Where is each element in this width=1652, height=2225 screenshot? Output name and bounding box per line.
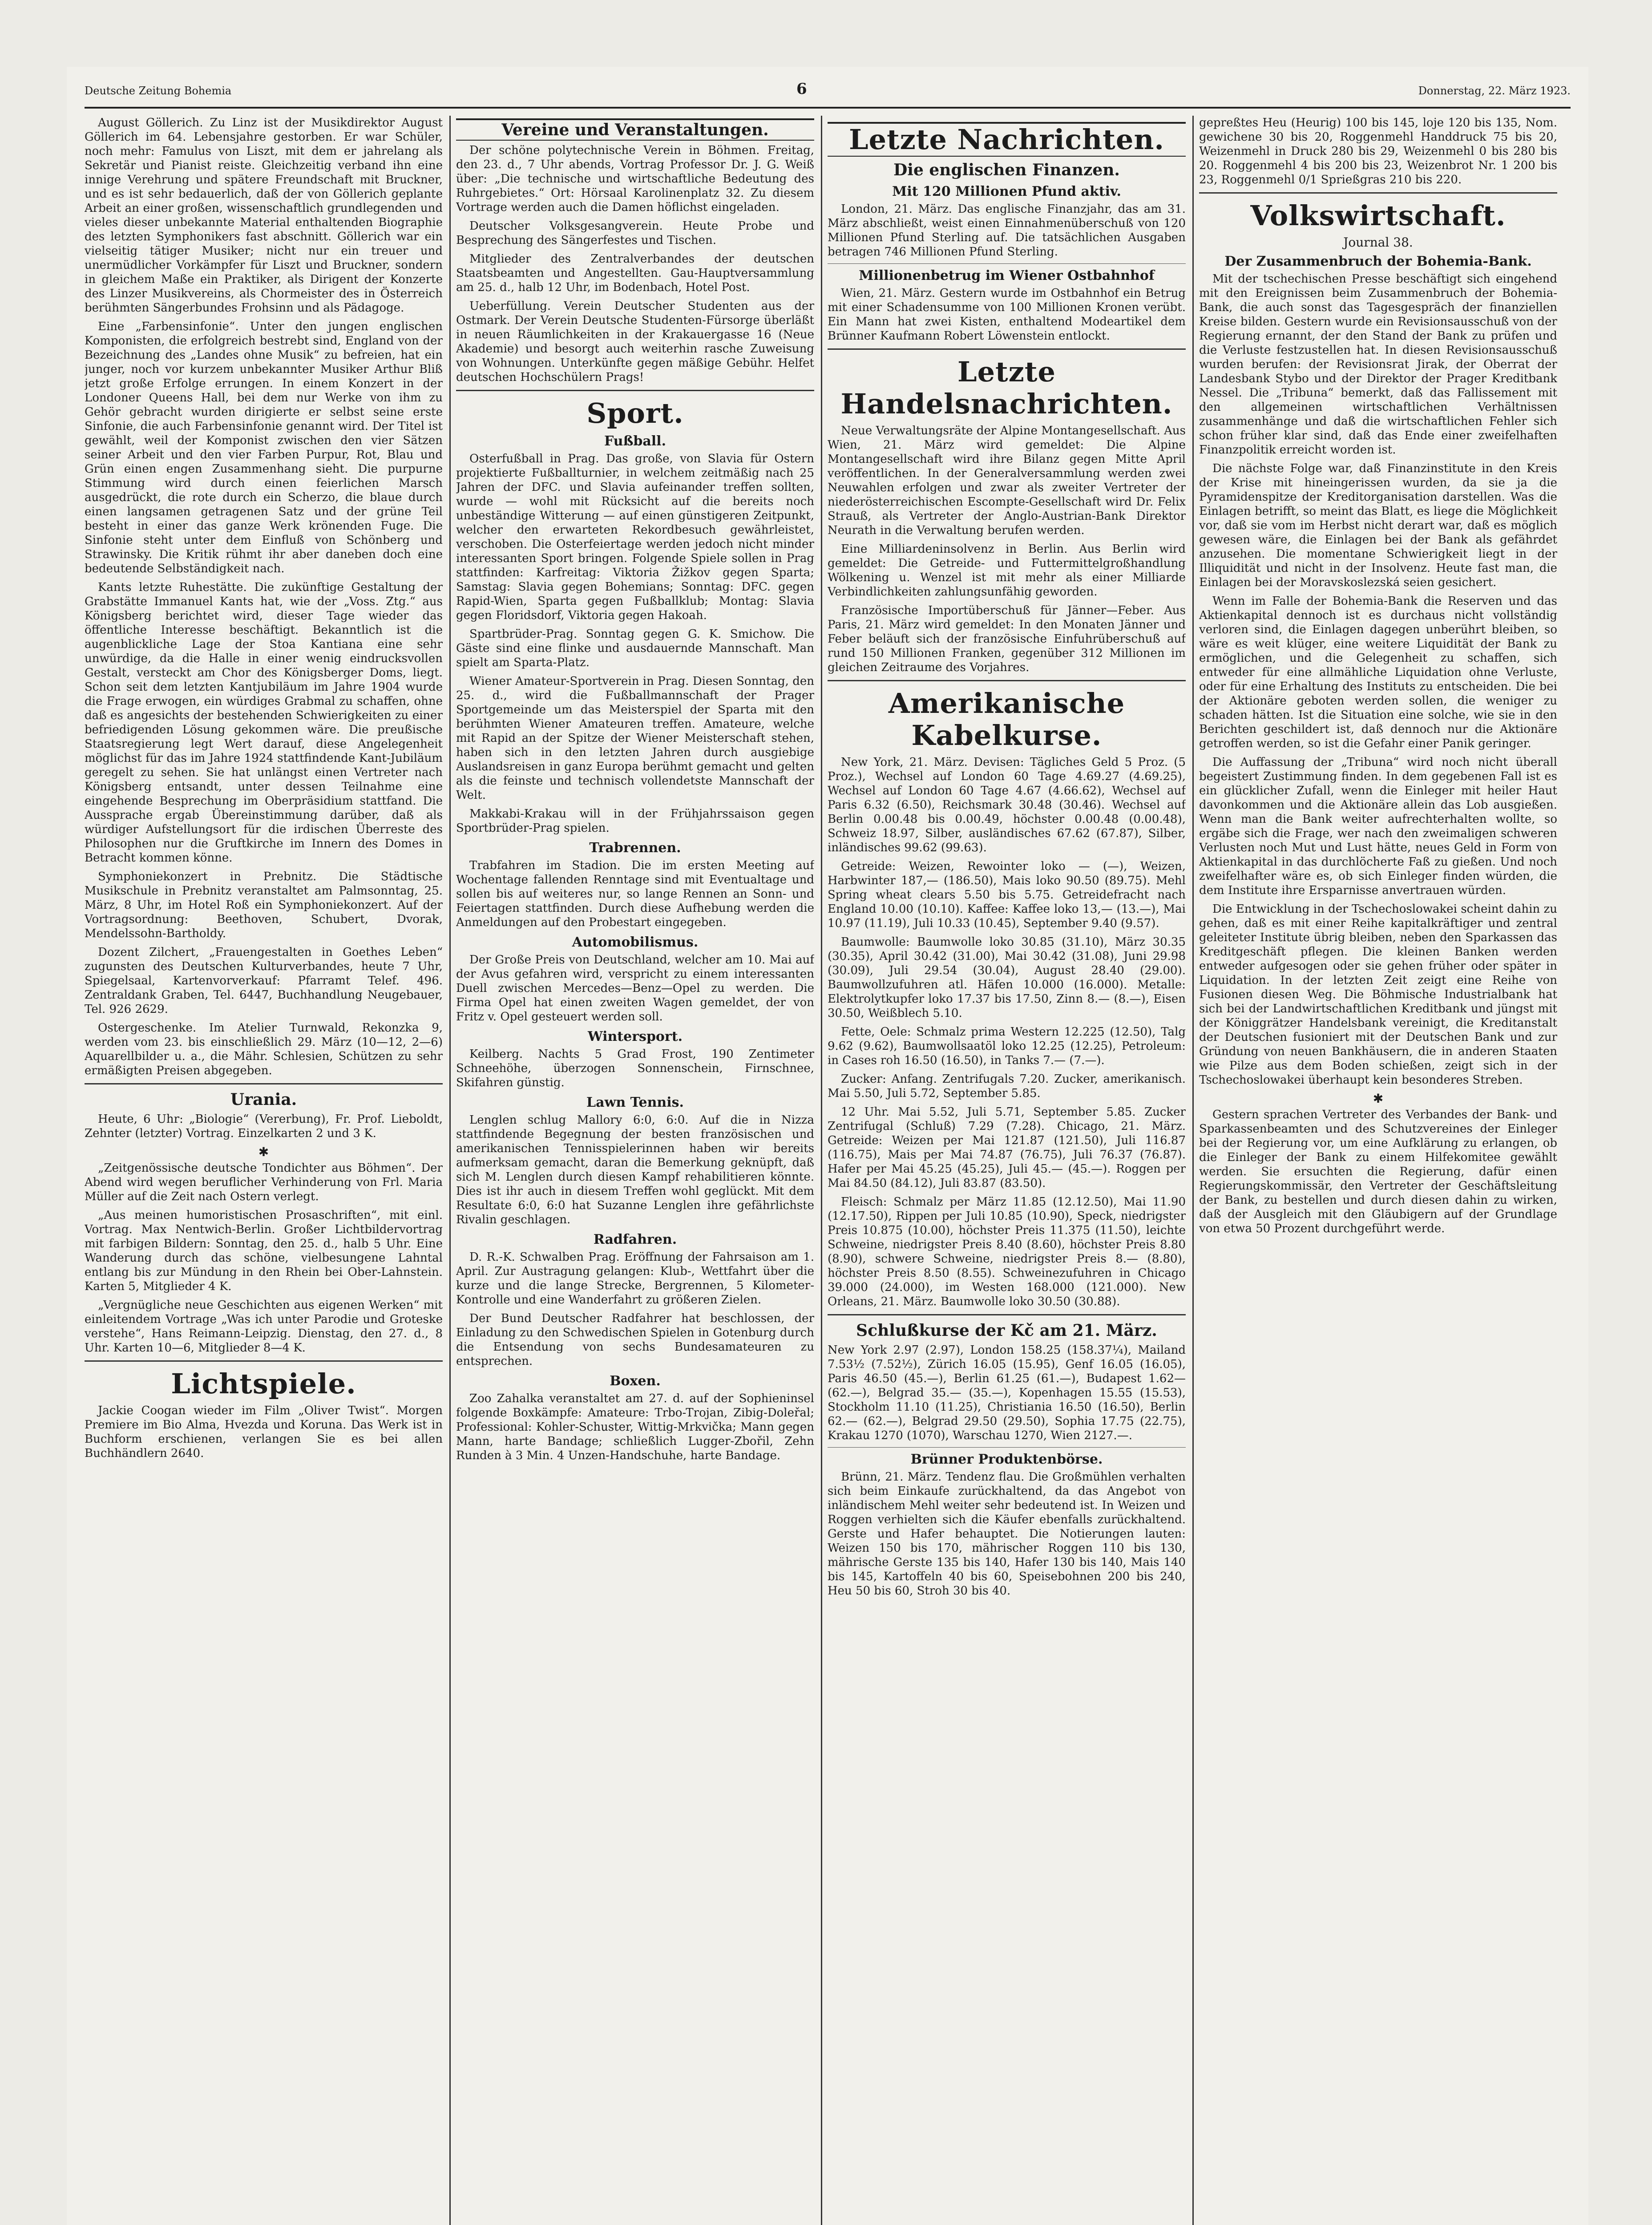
tennis-item: Lenglen schlug Mallory 6:0, 6:0. Auf die in Nizza stattfindende Begegnung der besten französischen und amerikanischen Tennisspielerinnen haben wir bereits aufmerksam gemacht, daran die Bemerkung geknüpft, daß sich M. Lenglen durch diesen Kampf rehabilitieren könnte. Dies ist ihr auch in diesem Treffen wohl geglückt. Mit dem Resultate 6:0, 6:0 hat Suzanne Lenglen ihre gefährlichste Rivalin geschlagen. <box>456 1113 814 1226</box>
schlusskurse-heading: Schlußkurse der Kč am 21. März. <box>856 1321 1157 1340</box>
boxen-item: Zoo Zahalka veranstaltet am 27. d. auf der Sophieninsel folgende Boxkämpfe: Amateure: Trbo-Trojan, Zibig-Doleřal; Professional: Kohler-Schuster, Wittig-Mrkvička; Mann gegen Mann, harte Bandage; schließlich Lugger-Zbořil, Zehn Runden à 3 Min. 4 Unzen-Handschuhe, harte Bandage. <box>456 1392 814 1462</box>
page-number: 6 <box>796 80 807 98</box>
fussball-item: Makkabi-Krakau will in der Frühjahrssaison gegen Sportbrüder-Prag spielen. <box>456 807 814 835</box>
lichtspiele-heading: Lichtspiele. <box>171 1367 356 1400</box>
newspaper-page <box>67 67 1588 2225</box>
vereine-item: Mitglieder des Zentralverbandes der deutschen Staatsbeamten und Angestellten. Gau-Hauptversammlung am 25. d., halb 12 Uhr, im Bodenbach, Hotel Post. <box>456 252 814 294</box>
section-rule <box>85 1360 443 1362</box>
bohemia-bank-item: Wenn im Falle der Bohemia-Bank die Reserven und das Aktienkapital dennoch ist es durchaus nicht vollständig verloren sind, die Einlagen dagegen unberührt bleiben, so wäre es weit klüger, eine weitere Liquidität der Bank zu ermöglichen, und die Gelegenheit zu schaffen, sich entweder für eine allmähliche Liquidation ohne Verluste, oder für eine Erhaltung des Instituts zu entscheiden. Die bei der Aktionäre geboten werden sollen, die weniger zu schaden hätten. Ist die Situation eine solche, wie sie in den Berichten geschildert ist, daß dennoch nur die Aktionäre getroffen werden, so ist die Gefahr einer Panik geringer. <box>1199 595 1557 750</box>
urania-item: „Zeitgenössische deutsche Tondichter aus Böhmen“. Der Abend wird wegen beruflicher Verhinderung von Frl. Maria Müller auf die Zeit nach Ostern verlegt. <box>85 1161 443 1203</box>
section-rule <box>1199 192 1557 194</box>
urania-item: „Aus meinen humoristischen Prosaschriften“, mit einl. Vortrag. Max Nentwich-Berlin. Großer Lichtbildervortrag mit farbigen Bildern: Sonntag, den 25. d., halb 5 Uhr. Eine Wanderung durch das schöne, vielbesungene Lahntal entlang bis zur Mündung in den Rhein bei Ober-Lahnstein. Karten 5, Mitglieder 4 K. <box>85 1209 443 1293</box>
tennis-heading: Lawn Tennis. <box>586 1095 684 1110</box>
column-divider <box>821 116 822 2225</box>
section-rule <box>828 1447 1186 1448</box>
page-header <box>85 76 1571 109</box>
article-goellerich: August Göllerich. Zu Linz ist der Musikdirektor August Göllerich im 64. Lebensjahre gestorben. Er war Schüler, noch mehr: Famulus von Liszt, mit dem er jahrelang als Sekretär und Pianist reiste. Gleichzeitig verband ihn eine innige Verehrung und spätere Freundschaft mit Bruckner, und es ist sehr bedauerlich, daß der von Göllerich geplante Arbeit an einer großen, wissenschaftlich grundlegenden und vieles dieser unbekannte Material enthaltenden Biographie des letzten Symphonikers fast abschnitt. Göllerich war ein vielseitig tätiger Musiker; nicht nur ein treuer und unermüdlicher Vorkämpfer für Liszt und Bruckner, sondern in gleichem Maße ein Praktiker, als Dirigent der Konzerte des Linzer Musikvereins, als Chormeister des in Österreich berühmten Sängerbundes Frohsinn und als Pädagoge. <box>85 116 443 315</box>
betrug-heading: Millionenbetrug im Wiener Ostbahnhof <box>859 268 1155 283</box>
bohemia-bank-item: Mit der tschechischen Presse beschäftigt sich eingehend mit den Ereignissen beim Zusammenbruch der Bohemia-Bank, die auch sonst das Tagesgespräch der finanziellen Kreise bilden. Gestern wurde ein Revisionsausschuß von der Regierung ernannt, der den Stand der Bank zu prüfen und die Verluste festzustellen hat. In diesen Revisionsausschuß wurden berufen: der Revisionsrat Jirak, der Oberrat der Landesbank Stybo und der Direktor der Prager Kreditbank Nessel. Die „Tribuna“ bemerkt, daß das Fallissement mit den allgemeinen wirtschaftlichen Verhältnissen zusammenhänge und daß die wirtschaftlichen Fehler sich schon früher klar sind, daß das Ende einer zweifelhaften Finanzpolitik erreicht worden ist. <box>1199 272 1557 457</box>
volkswirtschaft-subheading: Journal 38. <box>1343 235 1413 250</box>
bohemia-bank-heading: Der Zusammenbruch der Bohemia-Bank. <box>1224 254 1532 269</box>
column-4 <box>1199 116 1557 2225</box>
sport-heading: Sport. <box>586 397 684 429</box>
star-ornament-icon: ✱ <box>1373 1091 1384 1106</box>
bohemia-bank-item: Die Auffassung der „Tribuna“ wird noch nicht überall begeistert Zustimmung finden. In dem gegebenen Fall ist es ein glücklicher Zufall, wenn die Einleger mit heiler Haut davonkommen und die Aktionäre allein das Lob ausgießen. Wenn man die Bank weiter aufrechterhalten wollte, so ergäbe sich die Frage, wer nach den zweimaligen schweren Verlusten noch Mut und Lust hätte, neues Geld in Form von Aktienkapital in das durchlöcherte Faß zu gießen. Und noch zweifelhafter wäre es, ob sich Einleger finden würden, die dem Institute ihre Ersparnisse anvertrauen würden. <box>1199 756 1557 897</box>
automobil-heading: Automobilismus. <box>572 934 699 950</box>
kabel-heading: Amerikanische Kabelkurse. <box>888 687 1125 752</box>
bohemia-bank-item: Die Entwicklung in der Tschechoslowakei scheint dahin zu gehen, daß es mit einer Reihe kapitalkräftiger und zentral geleiteter Institute übrig bleiben, neben den Sparkassen das Kreditgeschäft pflegen. Die kleinen Banken werden entweder aufgesogen oder sie gehen früher oder später in Liquidation. In der letzten Zeit zeigt eine Reihe von Fusionen diesen Weg. Die Böhmische Industrialbank hat sich bei der Landwirtschaftlichen Kreditbank und jüngst mit der Königgrätzer Handelsbank vereinigt, die Kreditanstalt der Deutschen fusioniert mit der Deutschen Bank und zur Gründung von neuen Bankhäusern, die in anderen Staaten wie Pilze aus dem Boden schießen, zeigt sich in der Tschechoslowakei überhaupt kein besonderes Streben. <box>1199 902 1557 1087</box>
wintersport-heading: Wintersport. <box>587 1029 683 1044</box>
fussball-item: Spartbrüder-Prag. Sonntag gegen G. K. Smichow. Die Gäste sind eine flinke und ausdauernde Mannschaft. Man spielt am Sparta-Platz. <box>456 627 814 669</box>
handel-item: Eine Milliardeninsolvenz in Berlin. Aus Berlin wird gemeldet: Die Getreide- und Futtermittelgroßhandlung Wölkening u. Wenzel ist mit mehr als einer Milliarde Verbindlichkeiten zahlungsunfähig geworden. <box>828 542 1186 599</box>
boxen-heading: Boxen. <box>610 1373 661 1389</box>
article-farbensinfonie: Eine „Farbensinfonie“. Unter den jungen englischen Komponisten, die erfolgreich bestrebt sind, England von der Bezeichnung des „Landes ohne Musik“ zu befreien, hat ein junger, noch vor kurzem unbekannter Musiker Arthur Bliß jetzt große Erfolge errungen. In einem Konzert in der Londoner Queens Hall, bei dem nur Werke von ihm zu Gehör gebracht wurden dirigierte er selbst seine erste Sinfonie, die auch Farbensinfonie genannt wird. Der Titel ist gewählt, weil der Komponist zwischen den vier Sätzen seiner Arbeit und den vier Farben Purpur, Rot, Blau und Grün einen engen Zusammenhang sieht. Die purpurne Stimmung wird durch einen feierlichen Marsch ausgedrückt, die rote durch ein Scherzo, die blaue durch einen langsamen getragenen Satz und der grüne Teil besteht in einer das ganze Werk krönenden Fuge. Die Sinfonie steht unter dem Einfluß von Schönberg und Strawinsky. Die Kritik rühmt ihr aber daneben doch eine bedeutende Selbständigkeit nach. <box>85 320 443 575</box>
article-ostergeschenke: Ostergeschenke. Im Atelier Turnwald, Rekonzka 9, werden vom 23. bis einschließlich 29. März (10—12, 2—6) Aquarellbilder u. a., die Mähr. Schlesien, Schützen zu sehr ermäßigten Preisen abgegeben. <box>85 1021 443 1077</box>
column-3 <box>828 116 1186 2225</box>
finanzen-subheading: Mit 120 Millionen Pfund aktiv. <box>892 184 1121 199</box>
fussball-item: Wiener Amateur-Sportverein in Prag. Diesen Sonntag, den 25. d., wird die Fußballmannschaft der Prager Sportgemeinde um das Meisterspiel der Sparta mit den berühmten Wiener Amateuren treffen. Amateure, welche mit Rapid an der Spitze der Wiener Meisterschaft stehen, haben sich in den letzten Jahren durch ausgiebige Auslandsreisen in ganz Europa berühmt gemacht und gelten als die feinste und technisch vollendetste Mannschaft der Welt. <box>456 675 814 802</box>
vereine-item: Der schöne polytechnische Verein in Böhmen. Freitag, den 23. d., 7 Uhr abends, Vortrag Professor Dr. J. G. Weiß über: „Die technische und wirtschaftliche Bedeutung des Ruhrgebietes.“ Ort: Hörsaal Karolinenplatz 32. Zu diesem Vortrage werden auch die Damen höflichst eingeladen. <box>456 144 814 214</box>
kabel-item: Baumwolle: Baumwolle loko 30.85 (31.10), März 30.35 (30.35), April 30.42 (31.00), Mai 30.42 (31.08), Juni 29.98 (30.09), Juli 29.54 (30.04), August 28.40 (29.00). Baumwollzufuhren atl. Häfen 10.000 (16.000). Metalle: Elektrolytkupfer loko 17.37 bis 17.50, Zinn 8.— (8.—), Eisen 30.50, Weißblech 5.10. <box>828 935 1186 1020</box>
paper-name: Deutsche Zeitung Bohemia <box>85 85 232 97</box>
section-rule <box>828 263 1186 264</box>
column-1 <box>85 116 443 2225</box>
article-zilchert: Dozent Zilchert, „Frauengestalten in Goethes Leben“ zugunsten des Deutschen Kulturverbandes, heute 7 Uhr, Spiegelsaal, Kartenvorverkauf: Pfarramt Telef. 496. Zentraldank Graben, Tel. 6447, Buchhandlung Neugebauer, Tel. 926 2629. <box>85 946 443 1016</box>
urania-item: Heute, 6 Uhr: „Biologie“ (Vererbung), Fr. Prof. Lieboldt, Zehnter (letzter) Vortrag. Einzelkarten 2 und 3 K. <box>85 1112 443 1140</box>
kabel-item: Getreide: Weizen, Rewointer loko — (—), Weizen, Harbwinter 187,— (186.50), Mais loko 90.50 (89.75). Mehl Spring wheat clears 5.50 bis 5.75. Getreidefracht nach England 10.00 (10.10). Kaffee: Kaffee loko 13,— (13.—), Mai 10.97 (11.19), Juli 10.33 (10.45), September 9.40 (9.57). <box>828 860 1186 930</box>
radfahren-item: Der Bund Deutscher Radfahrer hat beschlossen, der Einladung zu den Schwedischen Spielen in Gotenburg durch die Entsendung von sechs Bundesamateuren zu entsprechen. <box>456 1312 814 1368</box>
produktenboerse-item: Brünn, 21. März. Tendenz flau. Die Großmühlen verhalten sich beim Einkaufe zurückhaltend, da das Angebot von inländischem Mehl weiter sehr bedeutend ist. In Weizen und Roggen verhielten sich die Käufer ebenfalls zurückhaltend. Gerste und Hafer behauptet. Die Notierungen lauten: Weizen 150 bis 170, mährischer Roggen 110 bis 130, mährische Gerste 135 bis 140, Hafer 130 bis 140, Mais 140 bis 145, Kartoffeln 40 bis 60, Speisebohnen 200 bis 240, Heu 50 bis 60, Stroh 30 bis 40. <box>828 1470 1186 1598</box>
section-rule <box>456 390 814 391</box>
nachrichten-heading: Letzte Nachrichten. <box>828 122 1186 157</box>
section-rule <box>85 1083 443 1084</box>
urania-heading: Urania. <box>230 1090 297 1109</box>
trabrennen-item: Trabfahren im Stadion. Die im ersten Meeting auf Wochentage fallenden Renntage sind mit Eventualtage und sollen bis auf weiteres nur, so lange Rennen an Sonn- und Feiertagen stattfinden. Durch diese Aufhebung werden die Anmeldungen auf den Probestart eingegeben. <box>456 859 814 929</box>
vereine-item: Deutscher Volksgesangverein. Heute Probe und Besprechung des Sängerfestes und Tischen. <box>456 219 814 247</box>
column-divider <box>1192 116 1194 2225</box>
vereine-heading: Vereine und Veranstaltungen. <box>456 118 814 141</box>
handel-item: Französische Importüberschuß für Jänner—Feber. Aus Paris, 21. März wird gemeldet: In den Monaten Jänner und Feber beläuft sich der französische Einfuhrüberschuß auf rund 150 Millionen Franken, gegenüber 312 Millionen im gleichen Zeitraume des Vorjahres. <box>828 604 1186 674</box>
section-rule <box>828 680 1186 681</box>
urania-item: „Vergnügliche neue Geschichten aus eigenen Werken“ mit einleitendem Vortrage „Was ich unter Parodie und Groteske verstehe“, Hans Reimann-Leipzig. Dienstag, den 27. d., 8 Uhr. Karten 10—6, Mitglieder 8—4 K. <box>85 1299 443 1355</box>
radfahren-item: D. R.-K. Schwalben Prag. Eröffnung der Fahrsaison am 1. April. Zur Austragung gelangen: Klub-, Wettfahrt über die kurze und die lange Strecke, Bergrennen, 5 Kilometer-Kontrolle und eine Wanderfahrt zu größeren Zielen. <box>456 1250 814 1307</box>
kabel-item: Zucker: Anfang. Zentrifugals 7.20. Zucker, amerikanisch. Mai 5.50, Juli 5.72, September 5.85. <box>828 1072 1186 1100</box>
kabel-item: Fette, Oele: Schmalz prima Western 12.225 (12.50), Talg 9.62 (9.62), Baumwollsaatöl loko 12.25 (12.25), Petroleum: in Cases roh 16.50 (16.50), in Tanks 7.— (7.—). <box>828 1025 1186 1067</box>
automobil-item: Der Große Preis von Deutschland, welcher am 10. Mai auf der Avus gefahren wird, verspricht zu einem interessanten Duell zwischen Mercedes—Benz—Opel zu werden. Die Firma Opel hat einen zweiten Wagen gemeldet, der von Fritz v. Opel gesteuert werden soll. <box>456 953 814 1024</box>
kabel-item: 12 Uhr. Mai 5.52, Juli 5.71, September 5.85. Zucker Zentrifugal (Schluß) 7.29 (7.28). Chicago, 21. März. Getreide: Weizen per Mai 121.87 (121.50), Juli 116.87 (116.75), Mais per Mai 74.87 (76.75), Juli 76.37 (76.87). Hafer per Mai 45.25 (45.25), Juli 45.— (45.—). Roggen per Mai 84.50 (84.12), Juli 83.87 (83.50). <box>828 1105 1186 1190</box>
produktenboerse-heading: Brünner Produktenbörse. <box>910 1452 1103 1467</box>
betrug-item: Wien, 21. März. Gestern wurde im Ostbahnhof ein Betrug mit einer Schadensumme von 100 Millionen Kronen verübt. Ein Mann hat zwei Kisten, enthaltend Modeartikel dem Brünner Kaufmann Robert Löwenstein entlockt. <box>828 287 1186 343</box>
kabel-item: New York, 21. März. Devisen: Tägliches Geld 5 Proz. (5 Proz.), Wechsel auf London 60 Tage 4.69.27 (4.69.25), Wechsel auf London 60 Tage 4.67 (4.66.62), Wechsel auf Paris 6.32 (6.50), Reichsmark 30.48 (30.46). Wechsel auf Berlin 0.00.48 bis 0.00.49, höchster 0.00.48 (0.00.48), Schweiz 18.97, Silber, ausländisches 67.62 (67.87), Silber, inländisches 99.62 (99.63). <box>828 756 1186 854</box>
star-ornament-icon: ✱ <box>258 1145 269 1159</box>
bohemia-bank-item: Die nächste Folge war, daß Finanzinstitute in den Kreis der Krise mit hineingerissen wurden, da sie ja die Pyramidenspitze der Kreditorganisation darstellen. Was die Einlagen betrifft, so meint das Blatt, es liege die Möglichkeit vor, daß sie vom im Herbst nicht derart war, daß es möglich gewesen wäre, die Einlagen bei der Bank als gefährdet anzusehen. Die momentane Schwierigkeit liegt in der Illiquidität und nicht in der Insolvenz. Heute fast man, die Einlagen bei der Moravskoslezská seien gesichert. <box>1199 462 1557 589</box>
article-symphoniekonzert: Symphoniekonzert in Prebnitz. Die Städtische Musikschule in Prebnitz veranstaltet am Palmsonntag, 25. März, 8 Uhr, im Hotel Roß ein Symphoniekonzert. Auf der Vortragsordnung: Beethoven, Schubert, Dvorak, Mendelssohn-Bartholdy. <box>85 870 443 940</box>
bohemia-bank-item: Gestern sprachen Vertreter des Verbandes der Bank- und Sparkassenbeamten und des Schutzvereines der Einleger bei der Regierung vor, um eine Aufklärung zu erlangen, ob die Einleger der Bank zu einem Hilfekomitee gewählt werden. Sie ersuchten die Regierung, dafür einen Regierungskommissär, den Vertreter der Geschäftsleitung der Bank, zu bestellen und durch diesen dahin zu wirken, daß der Ausgleich mit den Gläubigern auf der Grundlage von etwa 50 Prozent durchgeführt werde. <box>1199 1108 1557 1235</box>
column-2 <box>456 116 814 2225</box>
issue-date: Donnerstag, 22. März 1923. <box>1418 85 1571 97</box>
wintersport-item: Keilberg. Nachts 5 Grad Frost, 190 Zentimeter Schneehöhe, überzogen Sonnenschein, Firnschnee, Skifahren günstig. <box>456 1048 814 1089</box>
column-divider <box>449 116 451 2225</box>
handel-item: Neue Verwaltungsräte der Alpine Montangesellschaft. Aus Wien, 21. März wird gemeldet: Die Alpine Montangesellschaft wird ihre Bilanz gegen Mitte April veröffentlichen. In der Generalversammlung werden zwei Neuwahlen erfolgen und zwar als zweiter Vertreter der niederösterreichischen Escompte-Gesellschaft wird Dr. Felix Strauß, als Vertreter der Anglo-Austrian-Bank Direktor Neurath in die Verwaltung berufen werden. <box>828 424 1186 537</box>
handel-heading: Letzte Handelsnachrichten. <box>840 356 1173 420</box>
fussball-item: Osterfußball in Prag. Das große, von Slavia für Ostern projektierte Fußballturnier, in welchem zeitmäßig nach 25 Jahren der DFC. und Slavia aufeinander treffen sollten, wurde — wohl mit Rücksicht auf die bereits noch unbeständige Witterung — auf einen günstigeren Zeitpunkt, welcher den erwarteten Rekordbesuch gewährleistet, verschoben. Die Osterfeiertage werden jedoch nicht minder interessanten Sport bringen. Folgende Spiele sollen in Prag stattfinden: Karfreitag: Viktoria Žižkov gegen Sparta; Samstag: Slavia gegen Bohemians; Sonntag: DFC. gegen Rapid-Wien, Sparta gegen Fußballklub; Montag: Slavia gegen Floridsdorf, Viktoria gegen Hakoah. <box>456 452 814 622</box>
section-rule <box>828 348 1186 350</box>
lichtspiele-item: Jackie Coogan wieder im Film „Oliver Twist“. Morgen Premiere im Bio Alma, Hvezda und Koruna. Das Werk ist in Buchform erschienen, verlangen Sie es bei allen Buchhändlern 2640. <box>85 1404 443 1460</box>
finanzen-heading: Die englischen Finanzen. <box>893 161 1120 179</box>
volkswirtschaft-heading: Volkswirtschaft. <box>1250 199 1506 232</box>
schlusskurse-item: New York 2.97 (2.97), London 158.25 (158.37¼), Mailand 7.53½ (7.52½), Zürich 16.05 (15.95), Genf 16.05 (16.05), Paris 46.50 (45.—), Berlin 61.25 (61.—), Budapest 1.62— (62.—), Belgrad 35.— (35.—), Kopenhagen 15.55 (15.53), Stockholm 11.10 (11.25), Christiania 16.50 (16.50), Berlin 62.— (62.—), Belgrad 29.50 (29.50), Sophia 17.75 (22.75), Krakau 1270 (1070), Warschau 1270, Wien 2127.—. <box>828 1343 1186 1442</box>
vereine-item: Ueberfüllung. Verein Deutscher Studenten aus der Ostmark. Der Verein Deutsche Studenten-Fürsorge überläßt in neuen Räumlichkeiten in der Krakauergasse 16 (Neue Akademie) und besorgt auch weiterhin rasche Zuweisung von Wohnungen. Unterkünfte gegen mäßige Gebühr. Helfet deutschen Hochschülern Prags! <box>456 299 814 384</box>
continued-item: gepreßtes Heu (Heurig) 100 bis 145, loje 120 bis 135, Nom. gewichene 30 bis 20, Roggenmehl Handdruck 75 bis 20, Weizenmehl in Druck 280 bis 29, Weizenmehl 0 bis 280 bis 20. Roggenmehl 4 bis 200 bis 23, Weizenbrot Nr. 1 200 bis 23, Roggenmehl 0/1 Sprießgras 210 bis 220. <box>1199 116 1557 186</box>
finanzen-item: London, 21. März. Das englische Finanzjahr, das am 31. März abschließt, weist einen Einnahmenüberschuß von 120 Millionen Pfund Sterling auf. Die tatsächlichen Ausgaben betragen 746 Millionen Pfund Sterling. <box>828 202 1186 259</box>
radfahren-heading: Radfahren. <box>593 1232 677 1247</box>
fussball-heading: Fußball. <box>604 433 666 449</box>
kabel-item: Fleisch: Schmalz per März 11.85 (12.12.50), Mai 11.90 (12.17.50), Rippen per Juli 10.85 (10.90), Speck, niedrigster Preis 10.875 (10.00), höchster Preis 11.375 (11.50), leichte Schweine, niedrigster Preis 8.40 (8.60), höchster Preis 8.80 (8.90), schwere Schweine, niedrigster Preis 8.— (8.80), höchster Preis 8.50 (8.55). Schweinezufuhren in Chicago 39.000 (24.000), im Westen 168.000 (121.000). New Orleans, 21. März. Baumwolle loko 30.50 (30.88). <box>828 1195 1186 1308</box>
section-rule <box>828 1314 1186 1315</box>
article-kant: Kants letzte Ruhestätte. Die zukünftige Gestaltung der Grabstätte Immanuel Kants hat, wie der „Voss. Ztg.“ aus Königsberg berichtet wird, dieser Tage wieder das öffentliche Interesse beschäftigt. Bekanntlich ist die augenblickliche Lage der Stoa Kantiana eine sehr unwürdige, da die Halle in einer wenig eindrucksvollen Gestalt, versteckt am Chor des Königsberger Doms, liegt. Schon seit dem letzten Kantjubiläum im Jahre 1904 wurde die Frage erwogen, ein würdiges Grabmal zu schaffen, ohne daß es angesichts der bestehenden Schwierigkeiten zu einer befriedigenden Lösung gekommen wäre. Die preußische Staatsregierung legt Wert darauf, diese Angelegenheit möglichst für das im Jahre 1924 stattfindende Kant-Jubiläum geregelt zu sehen. Sie hat unlängst einen Vertreter nach Königsberg entsandt, unter dessen Teilnahme eine eingehende Besprechung im Oberpräsidium stattfand. Die Aussprache ergab Übereinstimmung darüber, daß als würdiger Aufstellungsort für die irdischen Überreste des Philosophen nur die Gruftkirche im Innern des Domes in Betracht kommen könne. <box>85 581 443 865</box>
trabrennen-heading: Trabrennen. <box>589 840 681 856</box>
